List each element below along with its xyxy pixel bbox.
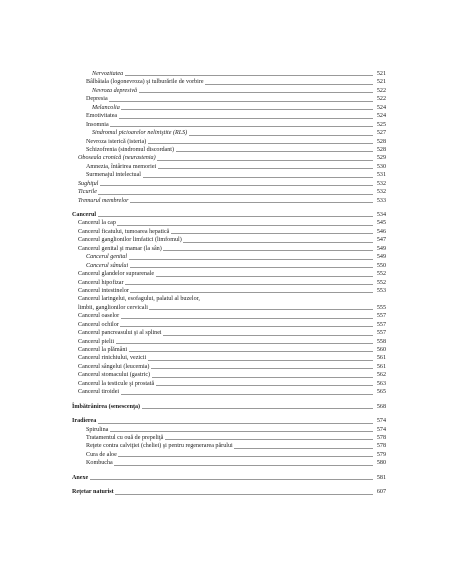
toc-entry-page: 549 [376,245,386,252]
toc-entry-title: Cancerul glandelor suprarenale [78,271,155,278]
toc-entry-page: 563 [376,380,386,387]
dot-leader [189,135,373,136]
dot-leader [158,168,373,169]
toc-entry-page: 524 [376,104,386,111]
toc-entry[interactable] [72,338,386,346]
dot-leader [183,242,372,243]
toc-entry[interactable] [72,346,386,354]
dot-leader [130,292,372,293]
toc-entry[interactable] [72,219,386,227]
toc-entry-title: Nevroza depresivă [92,87,138,94]
toc-entry-page: 553 [376,287,386,294]
toc-entry[interactable] [72,163,386,171]
toc-entry-title: Surmenajul intelectual [86,172,141,179]
toc-entry[interactable] [72,236,386,244]
toc-entry[interactable] [72,253,386,261]
toc-entry-title: Cancerul sângelui (leucemia) [78,363,150,370]
toc-entry-title: Reţete contra calviţiei (cheliei) şi pentru regenerarea părului [86,443,233,450]
toc-entry[interactable] [72,154,386,162]
toc-entry[interactable] [72,434,386,442]
toc-entry[interactable] [72,417,386,425]
toc-entry-page: 545 [376,220,386,227]
table-of-contents [72,70,386,497]
dot-leader [120,326,372,327]
dot-leader [157,160,372,161]
dot-leader [129,351,373,352]
toc-entry-title: Cancerul pancreasului şi al splinei [78,330,162,337]
toc-entry-page: 533 [376,197,386,204]
toc-entry-title: limbii, ganglionilor cervicali [78,304,148,311]
toc-entry-title: Bâlbâiala (logonevroza) şi tulburările de vorbire [86,79,204,86]
dot-leader [205,84,372,85]
toc-entry-page: 528 [376,146,386,153]
toc-entry-page: 555 [376,304,386,311]
toc-entry[interactable] [72,262,386,270]
toc-entry-title: Cancerul intestinelor [78,287,129,294]
toc-entry-page: 550 [376,262,386,269]
toc-entry-page: 522 [376,96,386,103]
toc-entry-title: Cancerul oaselor [78,313,120,320]
dot-leader [156,385,373,386]
toc-entry-page: 557 [376,313,386,320]
toc-entry[interactable] [72,70,386,78]
toc-entry-page: 522 [376,87,386,94]
toc-entry[interactable] [72,95,386,103]
toc-entry-title: Cancerul la testicule şi prostată [78,380,155,387]
toc-entry[interactable] [72,329,386,337]
toc-entry-title: Cancerul stomacului (gastric) [78,372,151,379]
toc-entry-page: 578 [376,434,386,441]
toc-entry-title: Cancerul genital şi mamar (la sân) [78,245,162,252]
toc-entry-title: Cancerul tiroidei [78,389,120,396]
toc-entry[interactable] [72,245,386,253]
dot-leader [109,101,372,102]
toc-entry-page: 557 [376,321,386,328]
toc-entry-page: 524 [376,113,386,120]
dot-leader [148,360,373,361]
toc-entry-title: Nervozitatea [92,71,124,77]
toc-entry-title: Schizofrenia (sindromul discordant) [86,146,174,153]
toc-entry-title: Tremurul membrelor [78,197,129,204]
dot-leader [125,284,372,285]
toc-entry-page: 558 [376,338,386,345]
toc-entry[interactable] [72,146,386,154]
dot-leader [139,92,373,93]
dot-leader [98,216,373,217]
toc-entry[interactable] [72,371,386,379]
toc-entry[interactable] [72,270,386,278]
toc-entry-title: Cancerul [72,212,97,218]
toc-entry-page: 568 [376,403,386,410]
dot-leader [163,335,372,336]
toc-entry-page: 521 [376,79,386,86]
toc-entry[interactable] [72,211,386,219]
toc-entry[interactable] [72,380,386,388]
toc-entry-page: 529 [376,155,386,162]
toc-entry-title: Iradierea [72,418,97,425]
toc-entry-title: Spirulina [86,426,109,433]
dot-leader [110,126,372,127]
dot-leader [125,75,373,76]
toc-entry-title: Sindromul picioarelor neliniştite (RLS) [92,130,188,137]
dot-leader [171,233,373,234]
toc-entry-title: Kombucha [86,460,113,467]
toc-entry[interactable] [72,451,386,459]
toc-entry-page: 532 [376,180,386,187]
toc-entry-page: 579 [376,451,386,458]
toc-entry-page: 561 [376,363,386,370]
toc-entry-page: 580 [376,460,386,467]
toc-entry[interactable] [72,129,386,137]
toc-entry-page: 581 [376,474,386,481]
toc-entry[interactable] [72,188,386,196]
dot-leader [149,309,372,310]
toc-entry-title: Cancerul ficatului, tumoarea hepatică [78,228,170,235]
dot-leader [148,143,373,144]
dot-leader [142,408,373,409]
dot-leader [116,343,373,344]
dot-leader [121,394,373,395]
toc-entry-title: Depresia [86,96,108,103]
toc-entry-page: 521 [376,71,386,77]
toc-entry-page: 528 [376,138,386,145]
toc-entry[interactable] [72,426,386,434]
toc-entry-title: Cancerul hipofizar [78,279,124,286]
toc-entry[interactable] [72,488,386,496]
dot-leader [129,259,373,260]
toc-entry-page: 574 [376,418,386,425]
toc-entry-title: Cura de aloe [86,451,117,458]
toc-entry-title: Tratamentul cu ouă de prepeliţă [86,434,164,441]
toc-entry[interactable] [72,171,386,179]
toc-entry-page: 532 [376,189,386,196]
toc-entry[interactable] [72,459,386,467]
toc-entry-title: Cancerul genital [86,254,128,261]
toc-entry-title: Amnezia, întârirea memoriei [86,163,157,170]
toc-entry-title: Insomnia [86,121,109,128]
toc-entry-page: 525 [376,121,386,128]
toc-entry-title: Anexe [72,474,89,481]
toc-entry-title: Îmbătrânirea (senescenţa) [72,403,141,410]
dot-leader [151,368,373,369]
toc-entry[interactable] [72,321,386,329]
dot-leader [156,276,373,277]
toc-entry[interactable] [72,112,386,120]
toc-entry-title: Cancerul ochilor [78,321,119,328]
toc-entry-page: 527 [376,130,386,137]
dot-leader [176,151,373,152]
dot-leader [117,225,372,226]
toc-entry-page: 547 [376,237,386,244]
toc-entry[interactable] [72,104,386,112]
toc-entry[interactable] [72,279,386,287]
toc-entry[interactable] [72,312,386,320]
toc-entry[interactable] [72,87,386,95]
toc-entry[interactable] [72,363,386,371]
dot-leader [152,377,373,378]
toc-entry[interactable] [72,121,386,129]
toc-entry-page: 546 [376,228,386,235]
toc-entry-title: Ticurile [78,189,97,196]
toc-entry-page: 561 [376,355,386,362]
dot-leader [119,118,373,119]
dot-leader [98,194,372,195]
toc-entry[interactable] [72,304,386,312]
toc-entry[interactable] [72,388,386,396]
toc-entry[interactable] [72,287,386,295]
toc-entry-title: Nevroza isterică (isteria) [86,138,147,145]
toc-entry[interactable] [72,403,386,411]
toc-entry-page: 530 [376,163,386,170]
toc-entry[interactable] [72,228,386,236]
toc-entry[interactable] [72,138,386,146]
toc-entry-title: Emotivitatea [86,113,118,120]
toc-entry[interactable] [72,354,386,362]
toc-entry[interactable] [72,295,386,303]
toc-entry-title: Cancerul la cap [78,220,116,227]
toc-entry-title: Reţetar naturist [72,489,114,496]
toc-entry[interactable] [72,180,386,188]
dot-leader [118,456,372,457]
dot-leader [114,465,372,466]
toc-entry-page: 534 [376,212,386,218]
toc-entry-page: 552 [376,271,386,278]
dot-leader [165,439,373,440]
toc-entry-title: Melancolia [92,104,120,111]
dot-leader [100,185,373,186]
toc-entry-title: Cancerul pielii [78,338,115,345]
dot-leader [143,177,373,178]
toc-entry-page: 531 [376,172,386,179]
toc-entry-page: 578 [376,443,386,450]
dot-leader [121,318,373,319]
toc-entry-title: Cancerul rinichiului, vezicii [78,355,147,362]
toc-entry-title: Cancerul la plămâni [78,347,128,353]
dot-leader [130,202,373,203]
toc-entry-title: Oboseala cronică (neurastenia) [78,155,156,162]
toc-entry[interactable] [72,442,386,450]
dot-leader [110,431,373,432]
toc-entry-page: 549 [376,254,386,261]
toc-entry[interactable] [72,474,386,482]
toc-entry-title: Sughiţul [78,180,99,187]
toc-entry-page: 574 [376,426,386,433]
toc-entry-title: Cancerul ganglionilor limfatici (limfomul) [78,237,182,244]
toc-entry-page: 557 [376,330,386,337]
toc-entry-page: 552 [376,279,386,286]
dot-leader [121,109,372,110]
toc-entry-page: 560 [376,347,386,353]
toc-entry-title: Cancerul sânului [86,262,129,269]
dot-leader [90,479,373,480]
toc-entry-page: 565 [376,389,386,396]
toc-entry-title: Cancerul laringelui, esofagului, palatul al buzelor, [78,296,200,303]
dot-leader [163,250,372,251]
dot-leader [98,423,373,424]
toc-entry[interactable] [72,78,386,86]
dot-leader [115,494,372,495]
dot-leader [130,267,373,268]
toc-entry-page: 562 [376,372,386,379]
toc-entry[interactable] [72,197,386,205]
dot-leader [234,448,372,449]
toc-entry-page: 607 [376,489,386,496]
